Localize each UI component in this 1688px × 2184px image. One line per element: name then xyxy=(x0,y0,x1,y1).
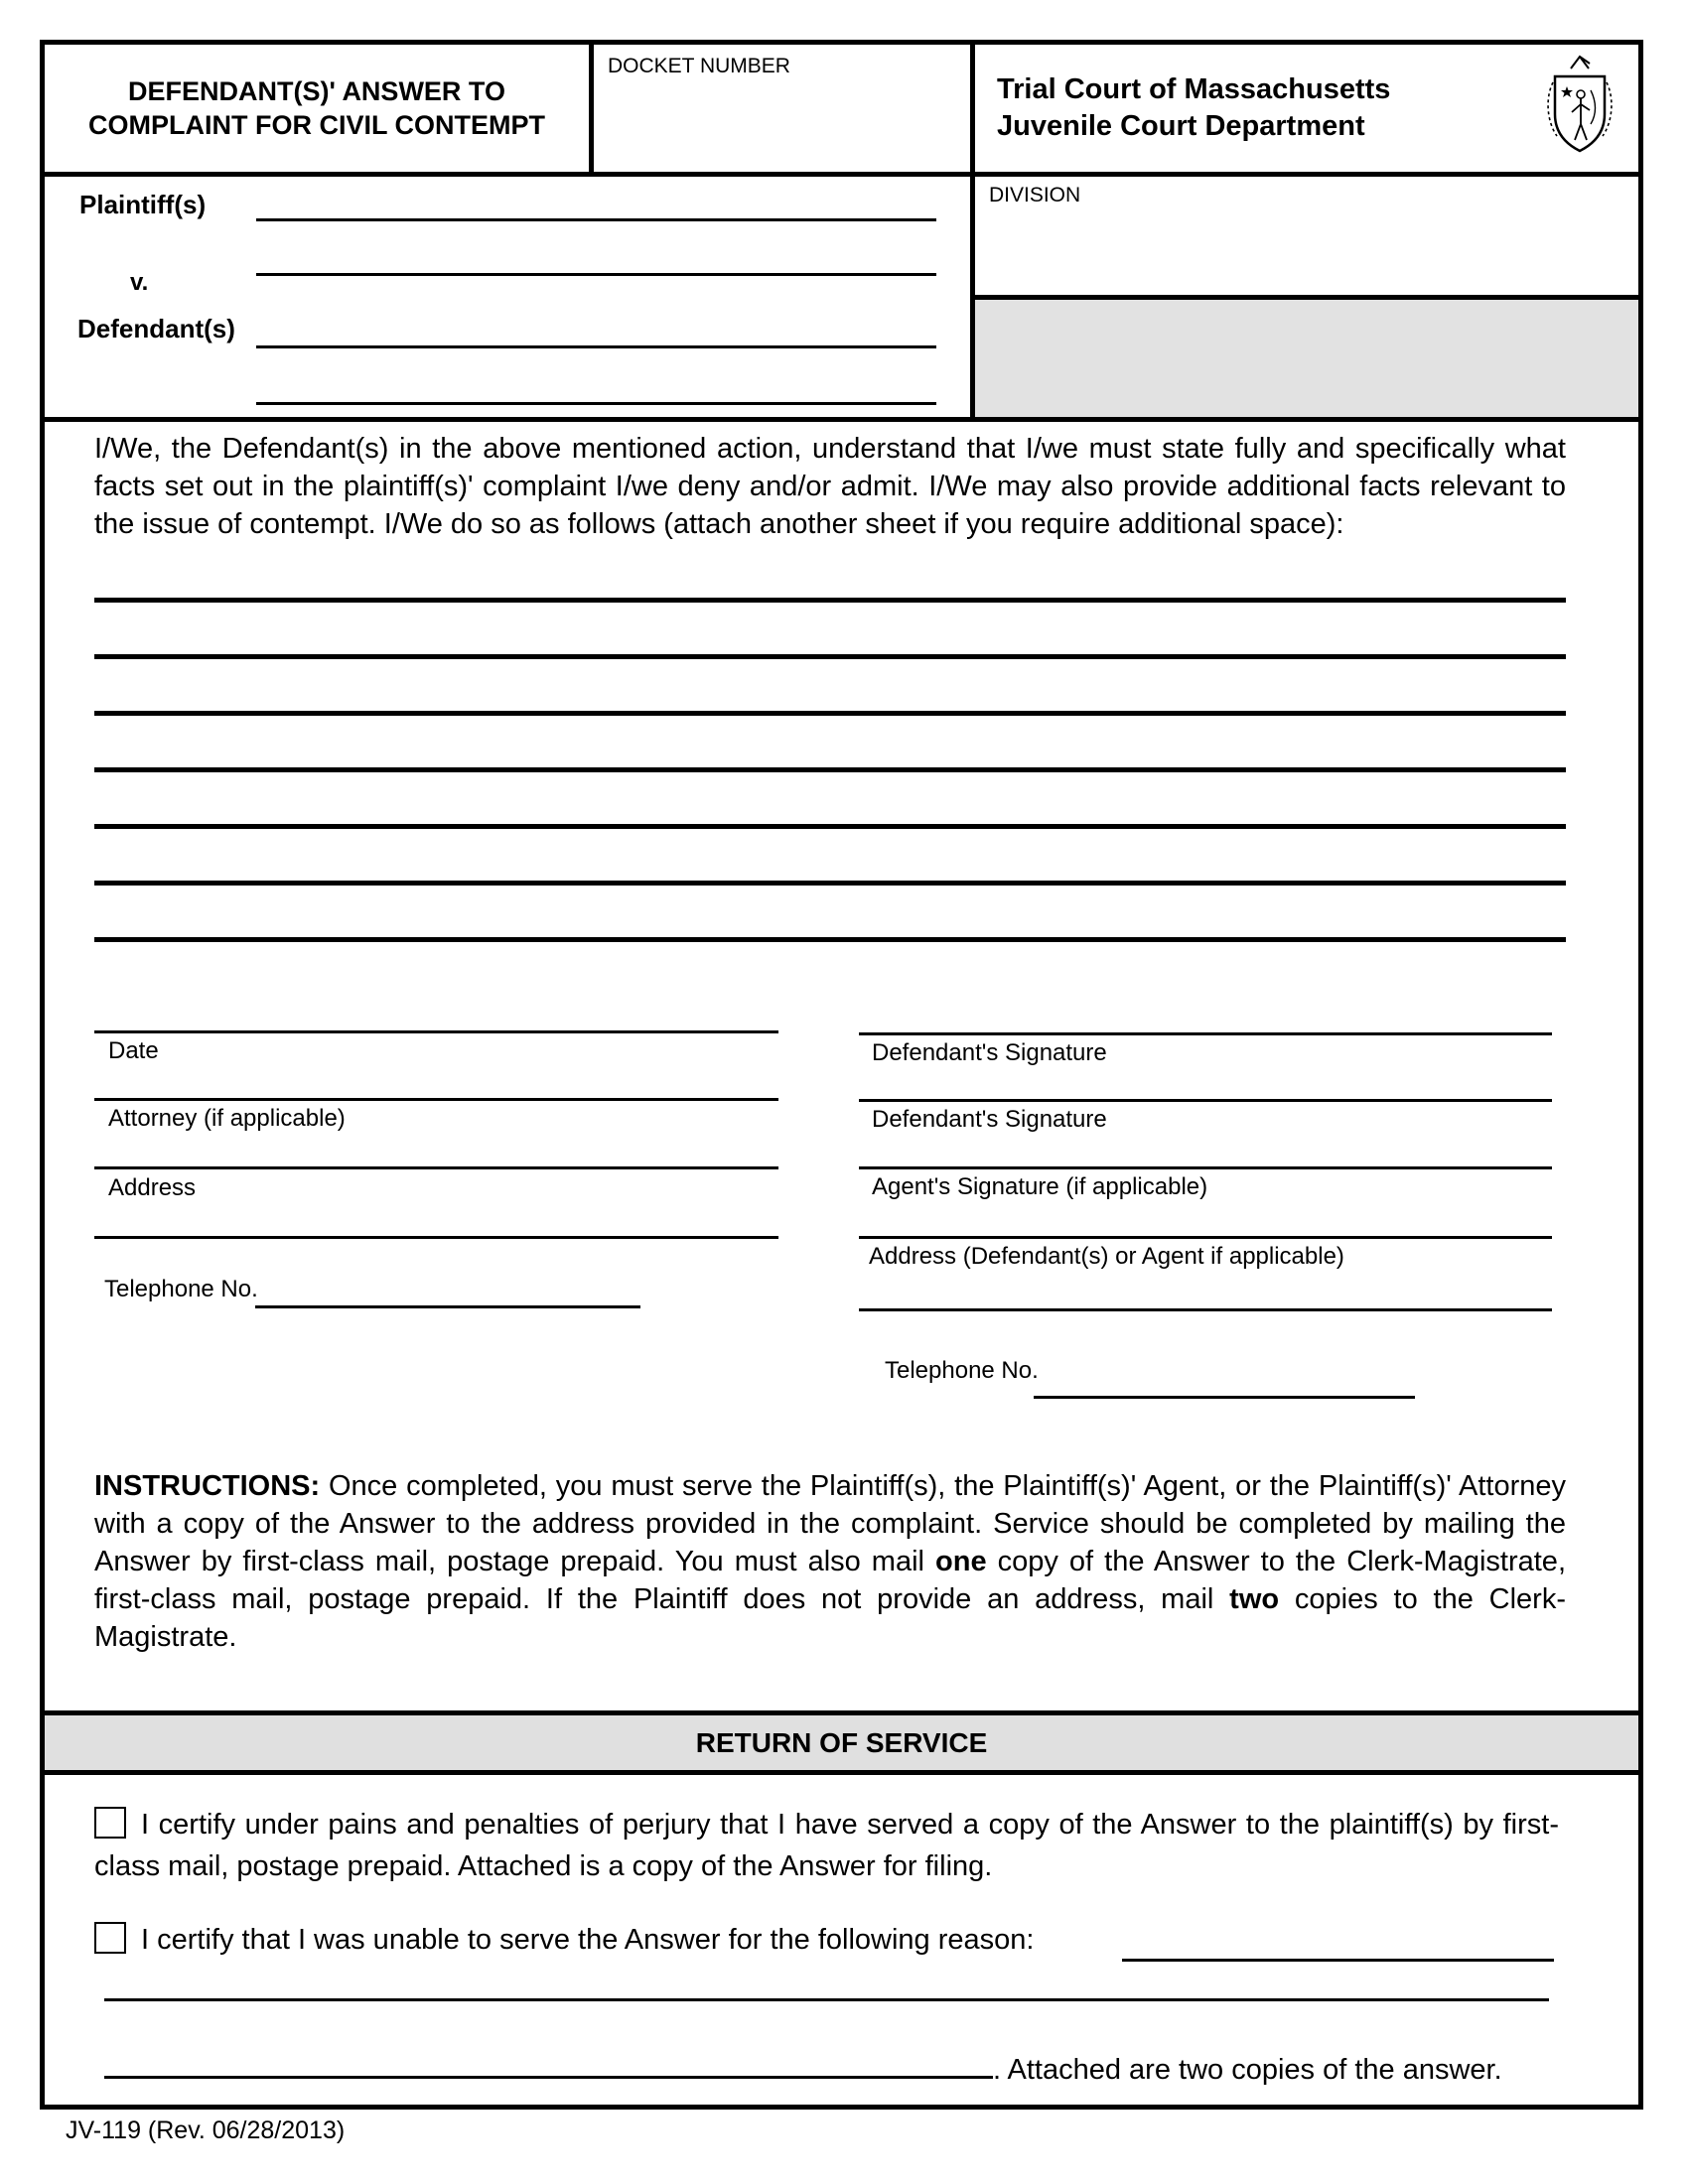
answer-blank-line-6[interactable] xyxy=(94,881,1566,886)
plaintiff-name-line-2[interactable] xyxy=(256,273,936,276)
return-of-service-banner xyxy=(45,1715,1638,1770)
address-line-2[interactable] xyxy=(94,1236,778,1239)
docket-number-label: DOCKET NUMBER xyxy=(608,55,790,77)
form-title xyxy=(45,45,589,172)
attached-copies-text: . Attached are two copies of the answer. xyxy=(993,2054,1502,2086)
answer-blank-line-2[interactable] xyxy=(94,654,1566,659)
defendant-name-line[interactable] xyxy=(256,345,936,348)
defendant-signature-line-2[interactable] xyxy=(859,1099,1552,1102)
instructions-text-3: copies to the Clerk-Magistrate. xyxy=(94,1583,1567,1653)
form-title-line1: DEFENDANT(S)' ANSWER TO xyxy=(128,76,505,106)
defendant-signature-line-1[interactable] xyxy=(859,1032,1552,1035)
defendant-signature-label-2: Defendant's Signature xyxy=(872,1106,1107,1133)
certify-served-item xyxy=(94,1804,1559,1887)
defendant-address-line[interactable] xyxy=(859,1236,1552,1239)
court-header-cell xyxy=(975,45,1638,172)
answer-blank-line-5[interactable] xyxy=(94,824,1566,829)
certify-served-checkbox[interactable] xyxy=(94,1807,126,1839)
defendant-signature-label-1: Defendant's Signature xyxy=(872,1039,1107,1066)
return-of-service-title: RETURN OF SERVICE xyxy=(695,1726,988,1758)
attorney-label: Attorney (if applicable) xyxy=(108,1105,346,1132)
certify-unable-text: I certify that I was unable to serve the Answer for the following reason: xyxy=(141,1924,1035,1956)
instructions-text-1: Once completed, you must serve the Plaintiff(s), the Plaintiff(s)' Agent, or the Plaintiff(s)' Attorney with a copy of the Answer to the address provided in the complaint. Service should be completed by mailing the Answer by first-class mail, postage prepaid. You must also mail xyxy=(94,1470,1566,1577)
answer-blank-line-7[interactable] xyxy=(94,937,1566,942)
reason-line-start[interactable] xyxy=(1122,1959,1554,1962)
answer-blank-line-1[interactable] xyxy=(94,598,1566,603)
certify-served-text: I certify under pains and penalties of perjury that I have served a copy of the Answer to the plaintiff(s) by first-class mail, postage prepaid. Attached is a copy of the Answer for filing. xyxy=(94,1809,1559,1882)
divider xyxy=(45,172,1638,177)
division-label: DIVISION xyxy=(989,184,1081,206)
defendant-label: Defendant(s) xyxy=(77,314,235,343)
telephone-line-right[interactable] xyxy=(1034,1396,1415,1399)
defendant-address-label: Address (Defendant(s) or Agent if applicable) xyxy=(869,1243,1344,1270)
court-use-gray-box xyxy=(975,300,1638,417)
instructions-bold-one: one xyxy=(935,1546,987,1577)
defendant-address-line-2[interactable] xyxy=(859,1308,1552,1311)
docket-number-cell[interactable] xyxy=(594,45,970,172)
address-label: Address xyxy=(108,1174,197,1201)
defendant-name-line-2[interactable] xyxy=(256,402,936,405)
date-line[interactable] xyxy=(94,1030,778,1033)
reason-line-3[interactable] xyxy=(104,2046,993,2079)
form-title-line2: COMPLAINT FOR CIVIL CONTEMPT xyxy=(88,110,545,140)
attached-copies-row xyxy=(104,2046,1564,2091)
form-outer-border xyxy=(40,40,1643,2110)
instructions-heading: INSTRUCTIONS: xyxy=(94,1470,321,1502)
divider xyxy=(45,1770,1638,1775)
court-name-line1: Trial Court of Massachusetts xyxy=(997,73,1391,105)
divider xyxy=(45,417,1638,422)
agent-signature-label: Agent's Signature (if applicable) xyxy=(872,1173,1208,1200)
instructions-paragraph xyxy=(94,1467,1566,1656)
certify-unable-item xyxy=(94,1919,1559,1961)
form-number-footer: JV-119 (Rev. 06/28/2013) xyxy=(66,2116,346,2144)
plaintiff-name-line[interactable] xyxy=(256,218,936,221)
date-label: Date xyxy=(108,1037,159,1064)
answer-intro-paragraph: I/We, the Defendant(s) in the above mentioned action, understand that I/we must state fully and specifically what facts set out in the plaintiff(s)' complaint I/we deny and/or admit. I/We may also provide additional facts relevant to the issue of contempt. I/We do so as follows (attach another sheet if you require additional space): xyxy=(94,433,1566,540)
telephone-label-left: Telephone No. xyxy=(104,1276,258,1302)
massachusetts-seal-icon xyxy=(1547,53,1613,164)
instructions-bold-two: two xyxy=(1229,1583,1280,1615)
reason-line-2[interactable] xyxy=(104,1998,1549,2001)
answer-blank-line-4[interactable] xyxy=(94,767,1566,772)
telephone-label-right: Telephone No. xyxy=(885,1357,1039,1384)
attorney-line[interactable] xyxy=(94,1098,778,1101)
court-name-line2: Juvenile Court Department xyxy=(997,110,1365,142)
certify-unable-checkbox[interactable] xyxy=(94,1922,126,1954)
telephone-line-left[interactable] xyxy=(255,1305,640,1308)
versus-label: v. xyxy=(130,269,149,296)
address-line[interactable] xyxy=(94,1166,778,1169)
plaintiff-label: Plaintiff(s) xyxy=(79,190,207,219)
answer-blank-line-3[interactable] xyxy=(94,711,1566,716)
instructions-text-2: copy of the Answer to the Clerk-Magistrate, first-class mail, postage prepaid. If the Plaintiff does not provide an address, mail xyxy=(94,1546,1566,1615)
agent-signature-line[interactable] xyxy=(859,1166,1552,1169)
